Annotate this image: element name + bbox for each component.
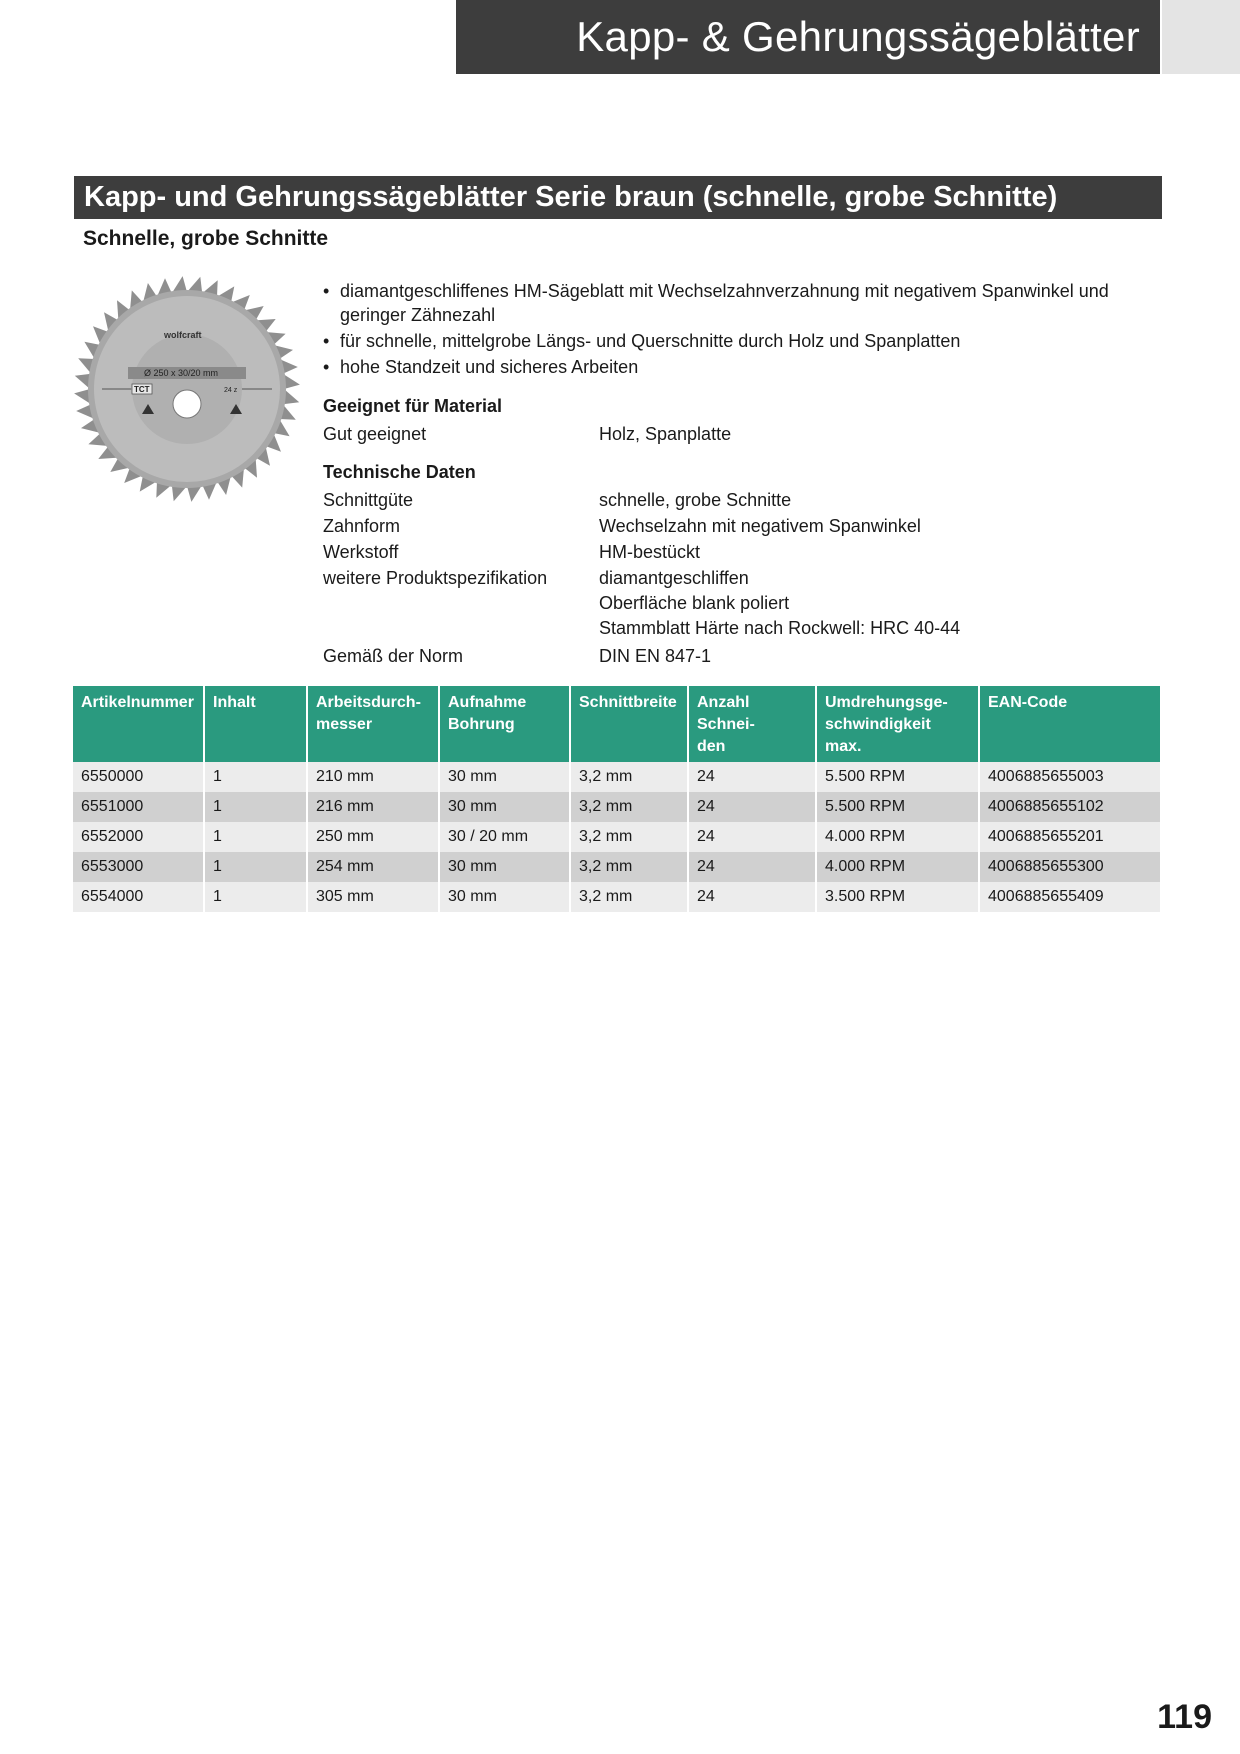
table-cell: 3,2 mm xyxy=(570,852,688,882)
material-value: Holz, Spanplatte xyxy=(599,424,732,444)
table-cell: 24 xyxy=(688,792,816,822)
table-cell: 3,2 mm xyxy=(570,762,688,792)
tech-value: diamantgeschliffen xyxy=(599,568,749,588)
table-cell: 1 xyxy=(204,792,307,822)
column-header: Anzahl Schnei- den xyxy=(688,686,816,762)
table-cell: 3,2 mm xyxy=(570,822,688,852)
table-header-row xyxy=(73,686,1160,762)
blade-size: Ø 250 x 30/20 mm xyxy=(144,368,219,378)
table-cell: 6552000 xyxy=(73,822,204,852)
column-header: Arbeitsdurch- messer xyxy=(307,686,439,762)
tech-value: Wechselzahn mit negativem Spanwinkel xyxy=(599,516,921,536)
table-cell: 24 xyxy=(688,822,816,852)
tech-heading: Technische Daten xyxy=(323,462,476,482)
table-cell: 30 mm xyxy=(439,852,570,882)
column-header: Aufnahme Bohrung xyxy=(439,686,570,762)
table-cell: 305 mm xyxy=(307,882,439,912)
tech-value: schnelle, grobe Schnitte xyxy=(599,490,792,510)
table-row xyxy=(73,852,1160,882)
column-header: EAN-Code xyxy=(979,686,1160,762)
chapter-title: Kapp- & Gehrungssägeblätter xyxy=(576,13,1140,60)
material-label: Gut geeignet xyxy=(323,424,427,444)
blade-teeth-count: 24 z xyxy=(224,387,238,394)
table-cell: 4.000 RPM xyxy=(816,852,979,882)
tech-value: HM-bestückt xyxy=(599,542,701,562)
tech-label: Zahnform xyxy=(323,516,401,536)
table-cell: 30 / 20 mm xyxy=(439,822,570,852)
column-header: Artikelnummer xyxy=(73,686,204,762)
table-cell: 5.500 RPM xyxy=(816,792,979,822)
table-cell: 1 xyxy=(204,882,307,912)
tech-label: weitere Produktspezifikation xyxy=(323,568,548,588)
saw-blade-image xyxy=(72,274,302,504)
feature-item: • hohe Standzeit und sicheres Arbeiten xyxy=(323,355,1133,379)
table-cell: 4006885655409 xyxy=(979,882,1160,912)
table-row xyxy=(73,882,1160,912)
table-cell: 4.000 RPM xyxy=(816,822,979,852)
material-heading: Geeignet für Material xyxy=(323,396,503,416)
table-row xyxy=(73,822,1160,852)
tech-label: Gemäß der Norm xyxy=(323,646,464,666)
table-cell: 210 mm xyxy=(307,762,439,792)
feature-item: • für schnelle, mittelgrobe Längs- und Querschnitte durch Holz und Spanplatten xyxy=(323,329,1133,353)
tech-label: Schnittgüte xyxy=(323,490,414,510)
table-cell: 5.500 RPM xyxy=(816,762,979,792)
table-row xyxy=(73,762,1160,792)
table-cell: 30 mm xyxy=(439,762,570,792)
table-cell: 24 xyxy=(688,762,816,792)
table-cell: 6554000 xyxy=(73,882,204,912)
table-cell: 4006885655102 xyxy=(979,792,1160,822)
table-cell: 3,2 mm xyxy=(570,882,688,912)
section-title-bar xyxy=(74,176,1162,219)
feature-item: • diamantgeschliffenes HM-Sägeblatt mit Wechselzahnverzahnung mit negativem Spanwinkel und geringer Zähnezahl xyxy=(323,279,1133,327)
table-cell: 4006885655300 xyxy=(979,852,1160,882)
tech-value: Stammblatt Härte nach Rockwell: HRC 40-44 xyxy=(599,618,961,638)
feature-list xyxy=(323,279,1133,381)
blade-brand: wolfcraft xyxy=(164,330,202,340)
table-cell: 24 xyxy=(688,852,816,882)
chapter-tab xyxy=(1162,0,1240,74)
table-cell: 3.500 RPM xyxy=(816,882,979,912)
table-cell: 30 mm xyxy=(439,792,570,822)
table-row xyxy=(73,792,1160,822)
table-cell: 30 mm xyxy=(439,882,570,912)
chapter-header xyxy=(456,0,1160,74)
table-cell: 1 xyxy=(204,852,307,882)
table-cell: 6550000 xyxy=(73,762,204,792)
table-cell: 24 xyxy=(688,882,816,912)
article-table xyxy=(73,686,1160,912)
table-cell: 1 xyxy=(204,822,307,852)
page-number: 119 xyxy=(1157,1698,1212,1736)
table-cell: 6551000 xyxy=(73,792,204,822)
table-cell: 4006885655003 xyxy=(979,762,1160,792)
table-cell: 250 mm xyxy=(307,822,439,852)
section-title: Kapp- und Gehrungssägeblätter Serie braun (schnelle, grobe Schnitte) xyxy=(84,181,1058,213)
table-cell: 6553000 xyxy=(73,852,204,882)
blade-type: TCT xyxy=(134,385,150,394)
table-cell: 254 mm xyxy=(307,852,439,882)
arbor-hole xyxy=(173,390,201,418)
tech-label: Werkstoff xyxy=(323,542,399,562)
table-cell: 4006885655201 xyxy=(979,822,1160,852)
table-cell: 1 xyxy=(204,762,307,792)
table-cell: 216 mm xyxy=(307,792,439,822)
tech-value: Oberfläche blank poliert xyxy=(599,593,790,613)
column-header: Schnittbreite xyxy=(570,686,688,762)
tech-value: DIN EN 847-1 xyxy=(599,646,712,666)
column-header: Inhalt xyxy=(204,686,307,762)
section-subtitle: Schnelle, grobe Schnitte xyxy=(83,227,329,250)
column-header: Umdrehungsge- schwindigkeit max. xyxy=(816,686,979,762)
table-cell: 3,2 mm xyxy=(570,792,688,822)
